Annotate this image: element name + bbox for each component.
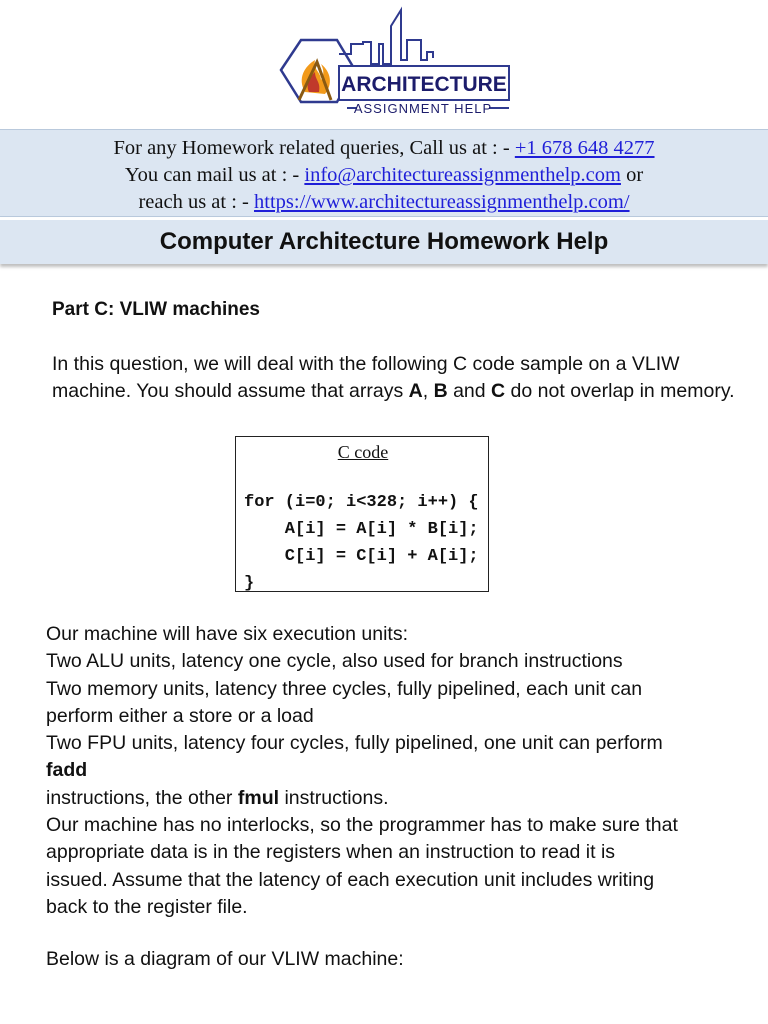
array-a: A bbox=[408, 380, 423, 403]
fmul-keyword: fmul bbox=[237, 786, 280, 809]
website-link[interactable]: https://www.architectureassignmenthelp.com/ bbox=[254, 191, 630, 213]
contact-email-label: You can mail us at : - bbox=[124, 164, 305, 186]
phone-link[interactable]: +1 678 648 4277 bbox=[514, 137, 655, 159]
intro-text-3: and bbox=[447, 380, 492, 403]
desc-line-fadd bbox=[46, 757, 746, 784]
fadd-keyword: fadd bbox=[46, 759, 88, 782]
intro-paragraph bbox=[52, 351, 742, 406]
machine-description bbox=[46, 621, 746, 921]
array-c: C bbox=[491, 380, 506, 403]
desc-line: appropriate data is in the registers when an instruction to read it is bbox=[46, 841, 616, 864]
diagram-intro: Below is a diagram of our VLIW machine: bbox=[46, 948, 404, 970]
section-heading: Part C: VLIW machines bbox=[52, 299, 260, 320]
desc-line: Our machine has no interlocks, so the programmer has to make sure that bbox=[46, 814, 678, 837]
intro-text-2: , bbox=[422, 380, 434, 403]
contact-line-email bbox=[0, 162, 768, 189]
desc-line: Two ALU units, latency one cycle, also used for branch instructions bbox=[46, 650, 623, 673]
intro-text-4: do not overlap in memory. bbox=[505, 380, 735, 403]
array-b: B bbox=[433, 380, 448, 403]
desc-line: back to the register file. bbox=[46, 895, 248, 918]
email-link[interactable]: info@architectureassignmenthelp.com bbox=[304, 164, 621, 186]
desc-text: instructions. bbox=[279, 786, 389, 809]
desc-line: issued. Assume that the latency of each execution unit includes writing bbox=[46, 868, 655, 891]
contact-line-website bbox=[0, 189, 768, 216]
desc-line: Two memory units, latency three cycles, fully pipelined, each unit can bbox=[46, 677, 643, 700]
logo-graphic bbox=[275, 4, 515, 126]
logo bbox=[275, 4, 515, 126]
page-title: Computer Architecture Homework Help bbox=[0, 218, 768, 264]
intro-text-1: In this question, we will deal with the following C code sample on a VLIW machine. You should assume that arrays bbox=[52, 353, 680, 403]
contact-phone-label: For any Homework related queries, Call us at : - bbox=[113, 137, 515, 159]
desc-text: instructions, the other bbox=[46, 786, 238, 809]
contact-website-label: reach us at : - bbox=[138, 191, 254, 213]
contact-banner bbox=[0, 129, 768, 217]
desc-line: Our machine will have six execution units: bbox=[46, 623, 408, 645]
code-listing: for (i=0; i<328; i++) { A[i] = A[i] * B[i]; C[i] = C[i] + A[i]; } bbox=[244, 493, 479, 593]
desc-line: Two FPU units, latency four cycles, fully pipelined, one unit can perform bbox=[46, 732, 663, 755]
contact-or: or bbox=[620, 164, 644, 186]
logo-brand: ARCHITECTURE bbox=[341, 73, 507, 96]
code-figure bbox=[235, 436, 489, 592]
logo-tagline: ASSIGNMENT HELP bbox=[353, 101, 493, 116]
desc-line-fmul bbox=[46, 785, 746, 812]
code-figure-title: C code bbox=[337, 442, 389, 462]
contact-line-phone bbox=[0, 135, 768, 162]
desc-line: perform either a store or a load bbox=[46, 704, 314, 727]
